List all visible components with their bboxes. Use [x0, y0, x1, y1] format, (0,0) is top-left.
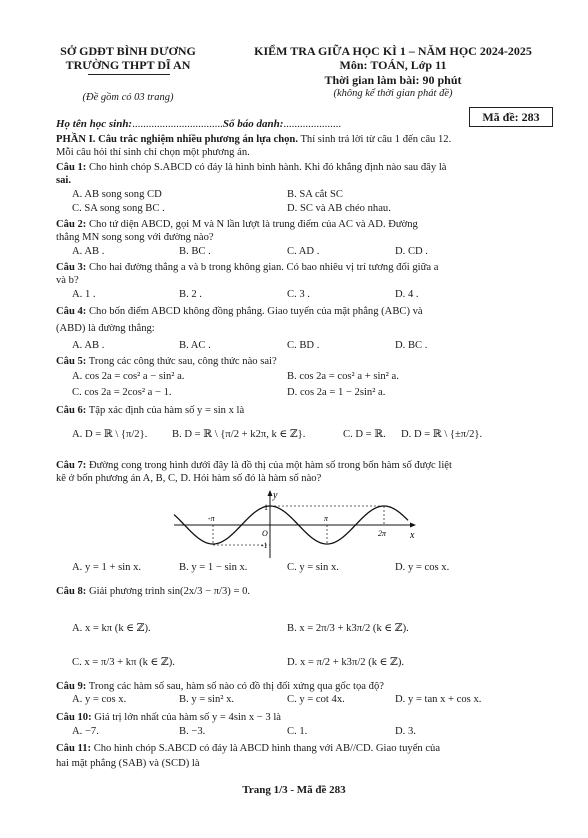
q6-option-b: B. D = ℝ \ {π/2 + k2π, k ∈ ℤ}. [172, 429, 306, 440]
question-5 [56, 355, 277, 368]
student-id-dots: ..................... [283, 118, 342, 130]
q6-option-c: C. D = ℝ. [343, 429, 386, 440]
x-tick-neg-pi: -π [208, 514, 215, 523]
q8-option-b: B. x = 2π/3 + k3π/2 (k ∈ ℤ). [287, 623, 409, 634]
question-text: Tập xác định của hàm số y = sin x là [88, 405, 245, 416]
q4-option-a: A. AB . [72, 340, 105, 351]
q3-option-b: B. 2 . [179, 289, 202, 300]
school-underline [88, 74, 170, 75]
question-8 [56, 585, 250, 598]
question-2 [56, 218, 418, 231]
question-text: Giải phương trình sin(2x/3 − π/3) = 0. [88, 586, 251, 597]
student-name-dots: ................................. [132, 118, 223, 130]
q1-option-c: C. SA song song BC . [72, 203, 165, 214]
duration-note: (không kể thời gian phát đề) [333, 88, 453, 99]
q9-option-b: B. y = sin² x. [179, 694, 235, 705]
question-label: Câu 4: [56, 306, 87, 317]
question-2-cont: thẳng MN song song với đường nào? [56, 232, 214, 243]
q5-option-b: B. cos 2a = cos² a + sin² a. [287, 371, 399, 382]
question-3-cont: và b? [56, 275, 79, 286]
question-7 [56, 459, 452, 472]
q7-option-a: A. y = 1 + sin x. [72, 562, 142, 573]
q1-option-a: A. AB song song CD [72, 189, 162, 200]
part1-intro [56, 133, 451, 146]
q8-option-c: C. x = π/3 + kπ (k ∈ ℤ). [72, 657, 175, 668]
question-label: Câu 10: [56, 712, 92, 723]
q1-option-b: B. SA cắt SC [287, 189, 343, 200]
q5-option-c: C. cos 2a = 2cos² a − 1. [72, 387, 172, 398]
y-tick-minus-1: -1 [261, 541, 268, 550]
question-text: Cho bốn điểm ABCD không đồng phẳng. Giao tuyến của mặt phẳng (ABC) và [88, 306, 423, 317]
student-name-label: Họ tên học sinh: [56, 118, 133, 130]
question-label: Câu 5: [56, 356, 87, 367]
q8-option-d: D. x = π/2 + k3π/2 (k ∈ ℤ). [287, 657, 405, 668]
subject-line: Môn: TOÁN, Lớp 11 [339, 58, 447, 72]
question-label: Câu 3: [56, 262, 87, 273]
q6-option-a: A. D = ℝ \ {π/2}. [72, 429, 148, 440]
question-4 [56, 305, 423, 318]
school-name: TRƯỜNG THPT DĨ AN [65, 58, 191, 72]
question-text: Cho hai đường thẳng a và b trong không gian. Có bao nhiêu vị trí tương đối giữa a [88, 262, 439, 273]
q7-option-d: D. y = cos x. [395, 562, 450, 573]
question-11-cont: hai mặt phẳng (SAB) và (SCD) là [56, 758, 200, 769]
q5-option-d: D. cos 2a = 1 − 2sin² a. [287, 387, 386, 398]
question-text: Đường cong trong hình dưới đây là đồ thị của một hàm số trong bốn hàm số được liệt [88, 460, 452, 471]
q9-option-c: C. y = cot 4x. [287, 694, 345, 705]
y-axis-arrow [268, 490, 273, 496]
q10-option-b: B. −3. [179, 726, 206, 737]
question-9 [56, 680, 384, 693]
question-text: Giá trị lớn nhất của hàm số y = 4sin x − 3 là [94, 712, 281, 723]
question-1 [56, 161, 446, 174]
origin-label: O [262, 529, 268, 538]
q3-option-d: D. 4 . [395, 289, 419, 300]
part1-intro-2: Mỗi câu hỏi thí sinh chỉ chọn một phương án. [56, 147, 250, 158]
q6-option-d: D. D = ℝ \ {±π/2}. [401, 429, 483, 440]
q2-option-b: B. BC . [179, 246, 211, 257]
exam-title: KIỂM TRA GIỮA HỌC KÌ 1 – NĂM HỌC 2024-2025 [254, 44, 532, 58]
exam-code-box: Mã đề: 283 [469, 107, 553, 127]
question-label: Câu 7: [56, 460, 87, 471]
q4-option-c: C. BD . [287, 340, 320, 351]
cosine-graph [170, 488, 420, 560]
q10-option-d: D. 3. [395, 726, 416, 737]
y-axis-label: y [273, 490, 278, 501]
q9-option-a: A. y = cos x. [72, 694, 127, 705]
question-label: Câu 8: [56, 586, 87, 597]
q8-option-a: A. x = kπ (k ∈ ℤ). [72, 623, 151, 634]
question-text: Cho hình chóp S.ABCD có đáy là hình bình hành. Khi đó khẳng định nào sau đây là [88, 162, 447, 173]
question-11 [56, 742, 440, 755]
question-label: Câu 1: [56, 162, 87, 173]
question-4-cont: (ABD) là đường thẳng: [56, 323, 155, 334]
duration-line: Thời gian làm bài: 90 phút [324, 73, 462, 87]
q5-option-a: A. cos 2a = cos² a − sin² a. [72, 371, 185, 382]
question-1-cont: sai. [56, 175, 72, 186]
question-3 [56, 261, 438, 274]
q7-option-c: C. y = sin x. [287, 562, 339, 573]
page-count-note: (Đề gồm có 03 trang) [82, 92, 174, 103]
question-7-cont: kê ở bốn phương án A, B, C, D. Hỏi hàm số đó là hàm số nào? [56, 473, 322, 484]
department-name: SỞ GDĐT BÌNH DƯƠNG [60, 44, 196, 58]
question-text: Cho hình chóp S.ABCD có đáy là ABCD hình thang với AB//CD. Giao tuyến của [93, 743, 441, 754]
q2-option-c: C. AD . [287, 246, 320, 257]
question-label: Câu 9: [56, 681, 87, 692]
question-text: Trong các công thức sau, công thức nào sai? [88, 356, 277, 367]
q10-option-a: A. −7. [72, 726, 99, 737]
q3-option-c: C. 3 . [287, 289, 310, 300]
q2-option-d: D. CD . [395, 246, 428, 257]
question-label: Câu 6: [56, 405, 87, 416]
q10-option-c: C. 1. [287, 726, 308, 737]
question-text: Trong các hàm số sau, hàm số nào có đồ thị đối xứng qua gốc tọa độ? [88, 681, 384, 692]
q7-option-b: B. y = 1 − sin x. [179, 562, 248, 573]
question-6 [56, 404, 244, 417]
q2-option-a: A. AB . [72, 246, 105, 257]
question-label: Câu 11: [56, 743, 92, 754]
page-footer: Trang 1/3 - Mã đề 283 [242, 784, 346, 796]
student-info-line [56, 118, 341, 131]
question-10 [56, 711, 281, 724]
x-tick-pi: π [324, 514, 329, 523]
x-tick-two-pi: 2π [378, 529, 387, 538]
student-id-label: Số báo danh: [222, 118, 284, 130]
part1-title: PHẦN I. Câu trắc nghiệm nhiều phương án lựa chọn. [56, 134, 298, 145]
part1-intro-text: Thí sinh trả lời từ câu 1 đến câu 12. [297, 134, 452, 145]
x-axis-arrow [410, 523, 416, 528]
q1-option-d: D. SC và AB chéo nhau. [287, 203, 391, 214]
q3-option-a: A. 1 . [72, 289, 96, 300]
question-label: Câu 2: [56, 219, 87, 230]
q4-option-d: D. BC . [395, 340, 428, 351]
q9-option-d: D. y = tan x + cos x. [395, 694, 482, 705]
y-tick-1: 1 [264, 503, 268, 512]
x-axis-label: x [410, 530, 415, 541]
q4-option-b: B. AC . [179, 340, 211, 351]
question-text: Cho tứ diện ABCD, gọi M và N lần lượt là trung điểm của AC và AD. Đường [88, 219, 418, 230]
